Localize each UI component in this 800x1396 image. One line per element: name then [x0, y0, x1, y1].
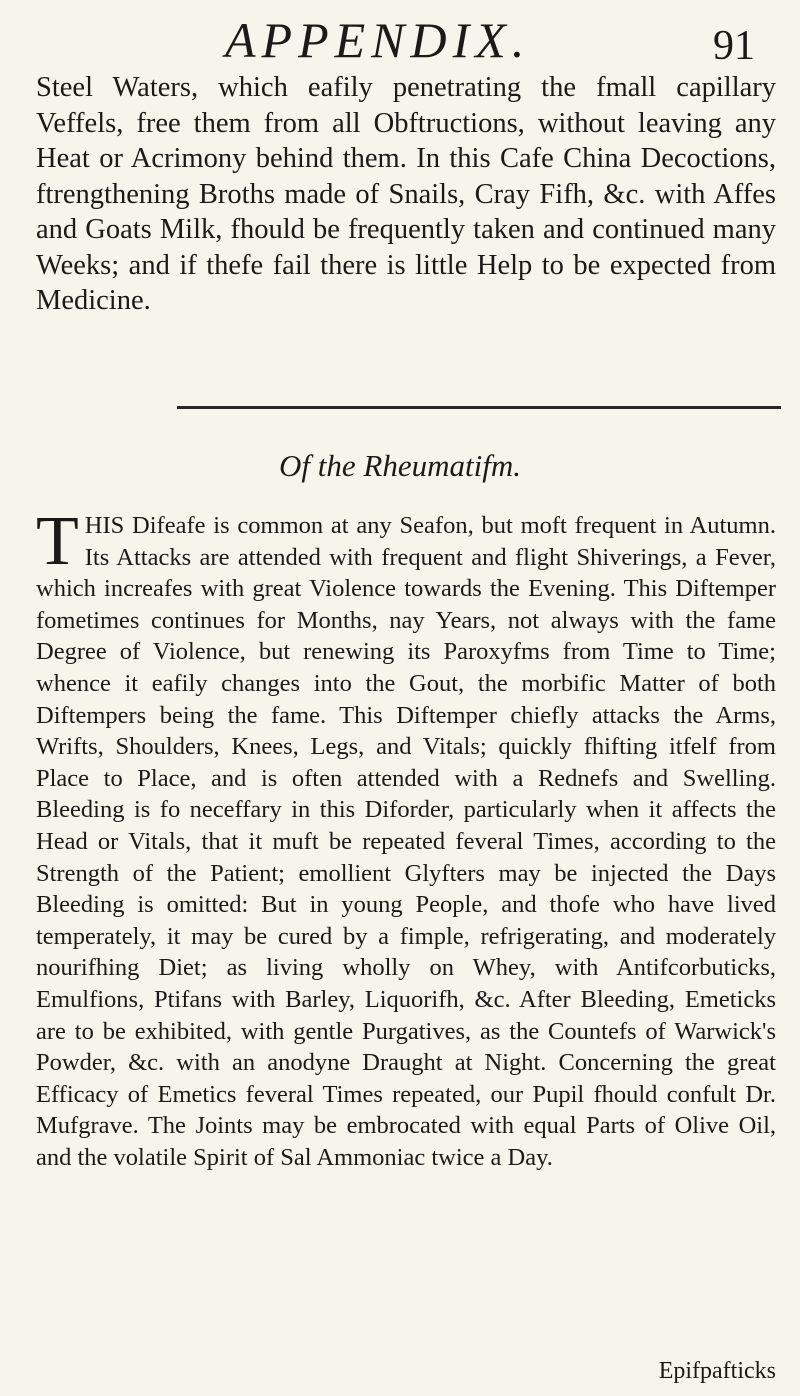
running-head: APPENDIX.: [225, 12, 531, 68]
paragraph-rheumatism: [36, 503, 776, 1173]
paragraph-continuation: Steel Waters, which eafily penetrating the fmall capillary Veffels, free them from all Obftructions, without leaving any Heat or Acrimony behind them. In this Cafe China Decoctions, ftrengthening Broths made of Snails, Cray Fifh, &c. with Affes and Goats Milk, fhould be frequently taken and continued many Weeks; and if thefe fail there is little Help to be expected from Medicine.: [36, 72, 776, 316]
page-header: [0, 4, 800, 74]
page-number: 91: [713, 23, 755, 69]
section-divider: [177, 406, 781, 409]
section-title: Of the Rheumatifm.: [279, 448, 521, 483]
catchword: Epifpafticks: [658, 1358, 776, 1384]
drop-cap: T: [36, 503, 79, 580]
paragraph-text: HIS Difeafe is common at any Seafon, but moft frequent in Autumn. Its Attacks are attended with frequent and flight Shiverings, a Fever, which increafes with great Violence towards the Evening. This Diftemper fometimes continues for Months, nay Years, not always with the fame Degree of Violence, but renewing its Paroxyfms from Time to Time; whence it eafily changes into the Gout, the morbific Matter of both Diftempers being the fame. This Diftemper chiefly attacks the Arms, Wrifts, Shoulders, Knees, Legs, and Vitals; quickly fhifting itfelf from Place to Place, and is often attended with a Rednefs and Swelling. Bleeding is fo neceffary in this Diforder, particularly when it affects the Head or Vitals, that it muft be repeated feveral Times, according to the Strength of the Patient; emollient Glyfters may be injected the Days Bleeding is omitted: But in young People, and thofe who have lived temperately, it may be cured by a fimple, refrigerating, and moderately nourifhing Diet; as living wholly on Whey, with Antifcorbuticks, Emulfions, Ptifans with Barley, Liquorifh, &c. After Bleeding, Emeticks are to be exhibited, with gentle Purgatives, as the Countefs of Warwick's Powder, &c. with an anodyne Draught at Night. Concerning the great Efficacy of Emetics feveral Times repeated, our Pupil fhould confult Dr. Mufgrave. The Joints may be embrocated with equal Parts of Olive Oil, and the volatile Spirit of Sal Ammoniac twice a Day.: [36, 512, 776, 1171]
